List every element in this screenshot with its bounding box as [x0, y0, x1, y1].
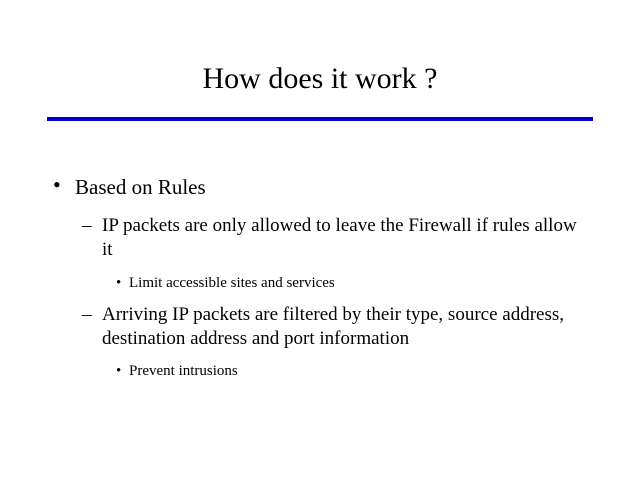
point-text: Based on Rules [75, 175, 206, 199]
subpoint-text: Arriving IP packets are filtered by their type, source address, destination address and port information [102, 304, 564, 349]
subpoint-text: IP packets are only allowed to leave the Firewall if rules allow it [102, 215, 577, 260]
small-bullet-icon: • [116, 363, 122, 379]
title-underline [47, 117, 593, 121]
bullet-icon: • [53, 172, 61, 197]
detail-text: Prevent intrusions [129, 363, 238, 379]
dash-icon: – [82, 304, 92, 325]
dash-icon: – [82, 215, 92, 236]
slide-title: How does it work ? [202, 62, 438, 95]
small-bullet-icon: • [116, 275, 122, 291]
detail-text: Limit accessible sites and services [129, 275, 335, 291]
